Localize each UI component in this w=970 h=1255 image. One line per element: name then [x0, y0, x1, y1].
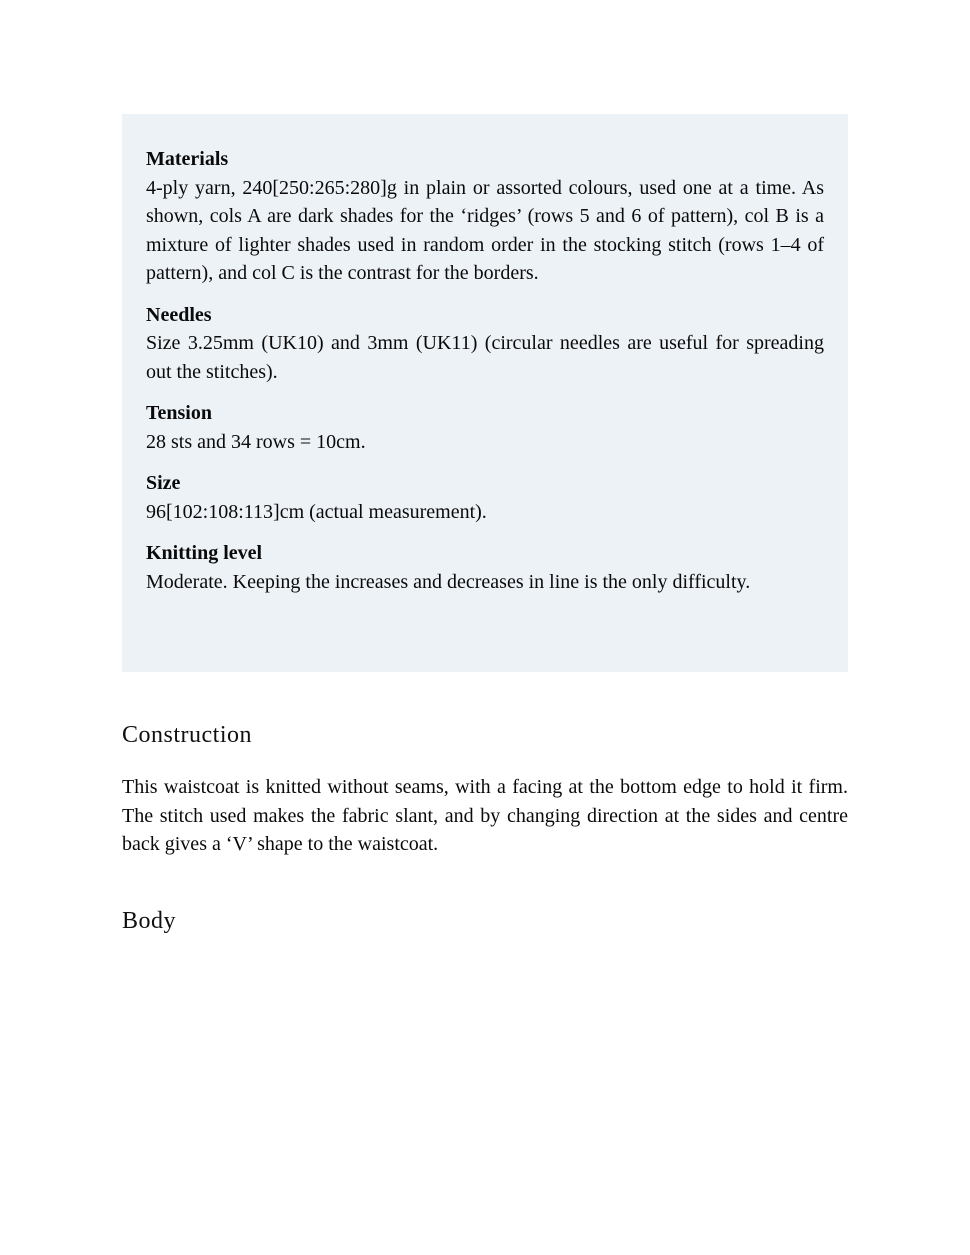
- knitting-level-text: Moderate. Keeping the increases and decreases in line is the only difficulty.: [146, 570, 751, 593]
- tension-heading: Tension: [146, 402, 212, 424]
- knitting-level-section: [146, 539, 824, 596]
- materials-heading: Materials: [146, 148, 229, 170]
- needles-text: Size 3.25mm (UK10) and 3mm (UK11) (circular needles are useful for spreading out the stitches).: [146, 332, 824, 383]
- needles-section: [146, 301, 824, 387]
- size-text: 96[102:108:113]cm (actual measurement).: [146, 500, 487, 523]
- materials-text: 4-ply yarn, 240[250:265:280]g in plain or assorted colours, used one at a time. As shown, cols A are dark shades for the ‘ridges’ (rows 5 and 6 of pattern), col B is a mixture of lighter shades used in random order in the stocking stitch (rows 1–4 of pattern), and col C is the contrast for the borders.: [146, 176, 824, 284]
- tension-section: [146, 399, 824, 456]
- materials-section: [146, 145, 824, 288]
- construction-heading: Construction: [122, 722, 252, 748]
- pattern-info-box: [122, 114, 848, 672]
- size-heading: Size: [146, 472, 181, 494]
- size-section: [146, 469, 824, 526]
- knitting-level-heading: Knitting level: [146, 542, 263, 564]
- construction-paragraph: This waistcoat is knitted without seams, with a facing at the bottom edge to hold it firm. The stitch used makes the fabric slant, and by changing direction at the sides and centre back gives a ‘V’ shape to the waistcoat.: [122, 776, 848, 855]
- needles-heading: Needles: [146, 303, 212, 326]
- body-heading: Body: [122, 908, 177, 934]
- tension-text: 28 sts and 34 rows = 10cm.: [146, 430, 366, 453]
